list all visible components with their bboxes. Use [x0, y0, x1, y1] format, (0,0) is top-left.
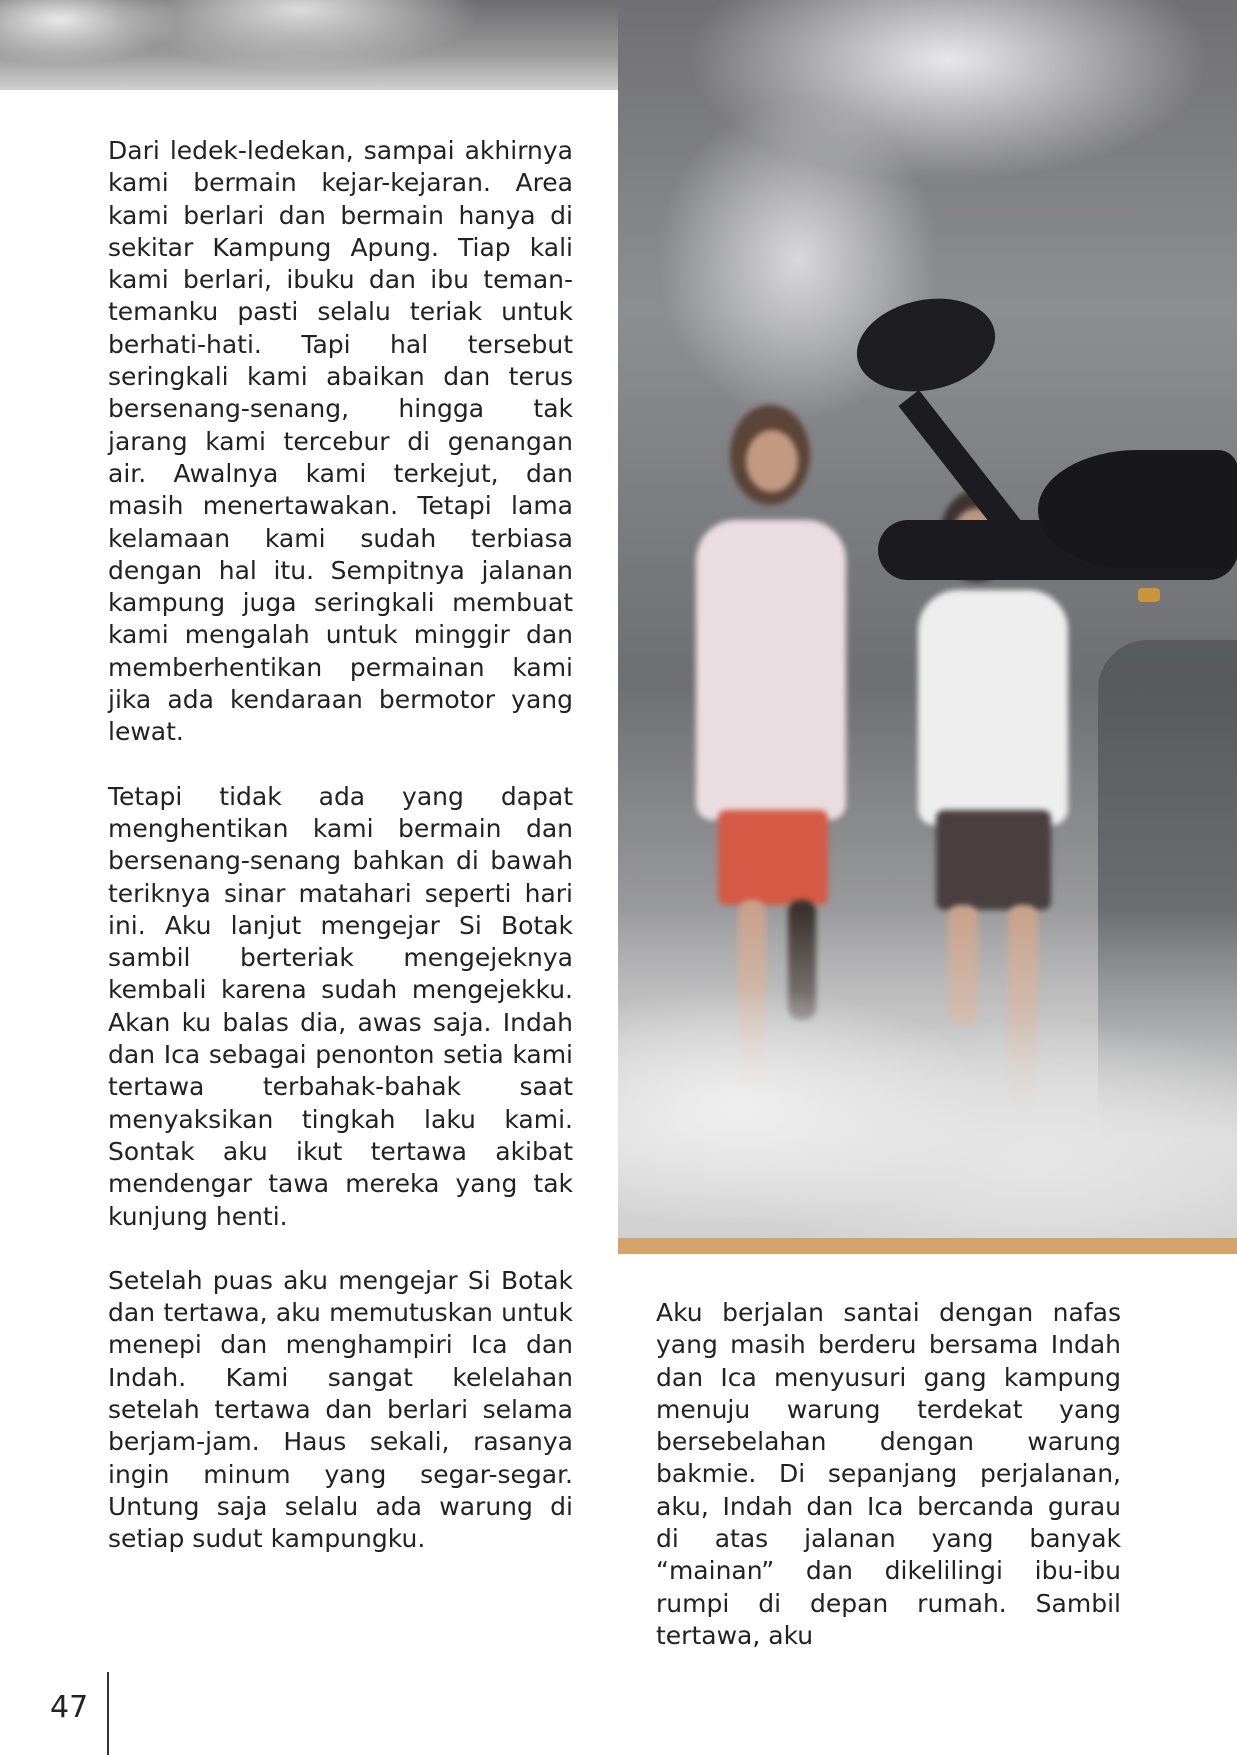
girl-right-shorts: [936, 810, 1051, 910]
paragraph-4: Aku berjalan santai dengan nafas yang masih berderu bersama Indah dan Ica menyusuri gang kampung menuju warung terdekat yang bersebelahan dengan warung bakmie. Di sepanjang perjalanan, aku, Indah dan Ica bercanda gurau di atas jalanan yang banyak “mainan” dan dikelilingi ibu-ibu rumpi di depan rumah. Sambil tertawa, aku: [656, 1298, 1121, 1650]
girl-left-shirt: [696, 520, 846, 820]
left-text-column: [108, 135, 573, 1555]
paragraph-3: Setelah puas aku mengejar Si Botak dan tertawa, aku memutuskan untuk menepi dan menghampiri Ica dan Indah. Kami sangat kelelahan setelah tertawa dan berlari selama berjam-jam. Haus sekali, rasanya ingin minum yang segar-segar. Untung saja selalu ada warung di setiap sudut kampungku.: [108, 1265, 573, 1554]
motorbike-handle-grip: [1038, 450, 1237, 570]
motorbike-mirror: [848, 286, 1004, 403]
photo-mist-overlay: [618, 908, 1237, 1238]
paragraph-2: Tetapi tidak ada yang dapat menghentikan kami bermain dan bersenang-senang bahkan di bawah teriknya sinar matahari seperti hari ini. Aku lanjut mengejar Si Botak sambil berteriak mengejeknya kembali karena sudah mengejekku. Akan ku balas dia, awas saja. Indah dan Ica sebagai penonton setia kami tertawa terbahak-bahak saat menyaksikan tingkah laku kami. Sontak aku ikut tertawa akibat mendengar tawa mereka yang tak kunjung henti.: [108, 781, 573, 1231]
girl-right-shirt: [918, 590, 1068, 825]
girl-left-face: [746, 430, 798, 492]
right-text-column: [656, 1297, 1121, 1652]
girl-left-shorts: [718, 810, 828, 905]
motorbike-indicator-light: [1138, 588, 1160, 602]
page-number-divider: [107, 1672, 109, 1755]
page-number: 47: [50, 1690, 89, 1725]
paragraph-1: Dari ledek-ledekan, sampai akhirnya kami bermain kejar-kejaran. Area kami berlari dan bermain hanya di sekitar Kampung Apung. Tiap kali kami berlari, ibuku dan ibu teman-temanku pasti selalu teriak untuk berhati-hati. Tapi hal tersebut seringkali kami abaikan dan terus bersenang-senang, hingga tak jarang kami tercebur di genangan air. Awalnya kami terkejut, dan masih menertawakan. Tetapi lama kelamaan kami sudah terbiasa dengan hal itu. Sempitnya jalanan kampung juga seringkali membuat kami mengalah untuk minggir dan memberhentikan permainan kami jika ada kendaraan bermotor yang lewat.: [108, 136, 573, 747]
photo-children-running: [618, 0, 1237, 1238]
accent-bar: [618, 1238, 1237, 1254]
